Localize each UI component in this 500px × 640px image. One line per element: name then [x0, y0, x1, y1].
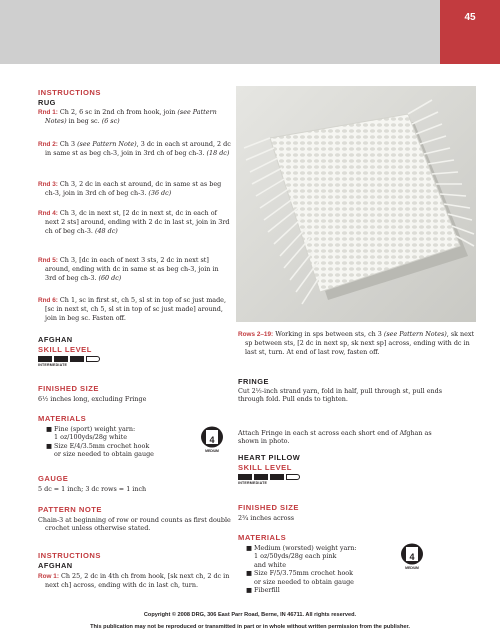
round-text: Ch 3, dc in next st, [2 dc in next st, dc in each of next 2 sts] around, ending with 2 dc in last st, join in 3rd ch of beg ch-3.	[45, 209, 230, 235]
afghan-skill-level	[38, 356, 102, 369]
bullet-icon: ■	[46, 425, 53, 433]
heart-finished-size-text: 2¾ inches across	[238, 514, 295, 522]
reproduction-notice: This publication may not be reproduced or transmitted in part or in whole without written permission from the publisher.	[90, 624, 410, 630]
yarn-weight-badge	[200, 426, 224, 454]
rug-round	[38, 140, 231, 158]
skill-bar-filled	[38, 356, 52, 362]
skill-bar-filled	[254, 474, 268, 480]
row-1-instruction	[38, 572, 235, 590]
yarn-weight-caption: MEDIUM	[205, 449, 219, 453]
yarn-weight-number: 4	[409, 552, 415, 562]
bullet-icon: ■	[246, 586, 253, 595]
heart-skill-heading: SKILL LEVEL	[238, 463, 292, 472]
row-1-label: Row 1:	[38, 573, 59, 580]
round-stitch-count: (6 sc)	[101, 117, 120, 126]
materials-item	[38, 442, 208, 459]
round-label: Rnd 1:	[38, 109, 58, 116]
round-text: in beg sc.	[66, 117, 102, 126]
fringe-text-1: Cut 2½-inch strand yarn, fold in half, pull through st, pull ends through fold. Pull ends to tighten.	[238, 387, 443, 404]
gauge-text: 5 dc = 1 inch; 3 dc rows = 1 inch	[38, 485, 147, 493]
copyright-line: Copyright © 2008 DRG, 306 East Parr Road, Berne, IN 46711. All rights reserved.	[143, 612, 357, 618]
round-note: (see Pattern Notes)	[45, 108, 217, 126]
afghan-skill-heading: SKILL LEVEL	[38, 345, 92, 354]
round-text: Ch 2, 6 sc in 2nd ch from hook, join	[57, 108, 178, 116]
instructions-heading-2: INSTRUCTIONS	[38, 551, 101, 560]
skill-level-label: INTERMEDIATE	[38, 363, 68, 367]
bullet-icon: ■	[246, 569, 253, 578]
bullet-icon: ■	[246, 544, 253, 552]
row-1-text: Ch 25, 2 dc in 4th ch from hook, [sk next ch, 2 dc in next ch] across, ending with dc in last ch, turn.	[45, 572, 230, 590]
materials-item-text: or size needed to obtain gauge	[254, 577, 354, 586]
round-stitch-count: (36 dc)	[148, 189, 172, 198]
skill-level-bars	[238, 474, 302, 480]
afghan-instructions-heading: AFGHAN	[38, 561, 73, 570]
heart-materials-list	[238, 544, 408, 594]
rows-2-19-instruction: Rows 2–19: Working in sps between sts, ch 3 (see Pattern Notes), sk next sp between sts, [2 dc in next sp, sk next sp] across, ending with dc in last st, turn. At end of last row, fasten off.	[238, 330, 475, 356]
pattern-note-heading: PATTERN NOTE	[38, 505, 102, 514]
materials-item-text: Size F/5/3.75mm crochet hook	[254, 569, 354, 578]
page-number: 45	[464, 12, 476, 23]
materials-item-text: or size needed to obtain gauge	[54, 450, 154, 459]
round-text: Ch 1, sc in first st, ch 5, sl st in top of sc just made, [sc in next st, ch 5, sl st in top of sc just made] around, join in beg sc. Fasten off.	[45, 296, 226, 322]
gauge-heading: GAUGE	[38, 474, 69, 483]
bullet-icon: ■	[46, 441, 53, 450]
round-text: Ch 3, [dc in each of next 3 sts, 2 dc in next st] around, ending with dc in same st as beg ch-3, join in 3rd of beg ch-3.	[45, 256, 219, 282]
round-label: Rnd 4:	[38, 210, 58, 217]
rug-round	[38, 296, 231, 322]
materials-item-text: Medium (worsted) weight yarn:	[254, 544, 357, 552]
yarn-weight-caption: MEDIUM	[405, 566, 419, 570]
rows-2-19-label: Rows 2–19:	[238, 331, 274, 338]
afghan-heading: AFGHAN	[38, 335, 73, 344]
yarn-weight-number: 4	[209, 435, 215, 445]
page-header-band	[0, 0, 500, 64]
yarn-weight-badge	[400, 543, 424, 571]
rug-photo-image	[236, 86, 476, 322]
crochet-rug-photo	[236, 86, 476, 322]
round-note: (see Pattern Note)	[77, 140, 137, 148]
round-label: Rnd 3:	[38, 181, 58, 188]
round-text: , 3 dc in each st around, 2 dc in same st as beg ch-3, join in 3rd ch of beg ch-3.	[45, 140, 231, 158]
skill-bar-filled	[54, 356, 68, 362]
skill-bar-empty	[286, 474, 300, 480]
materials-item-text: and white	[254, 560, 287, 569]
round-label: Rnd 5:	[38, 257, 58, 264]
materials-item	[238, 569, 408, 586]
fringe-heading: FRINGE	[238, 377, 269, 386]
rug-heading: RUG	[38, 98, 56, 107]
round-label: Rnd 2:	[38, 141, 58, 148]
materials-item	[238, 586, 408, 594]
skill-bar-filled	[70, 356, 84, 362]
finished-size-text: 6½ inches long, excluding Fringe	[38, 395, 147, 403]
materials-item	[38, 425, 208, 442]
page-number-tab	[440, 0, 500, 64]
rug-round	[38, 256, 231, 282]
heart-pillow-heading: HEART PILLOW	[238, 453, 301, 462]
materials-item-text: Size E/4/3.5mm crochet hook	[54, 441, 150, 450]
heart-materials-heading: MATERIALS	[238, 533, 287, 542]
materials-item	[238, 544, 408, 569]
materials-heading: MATERIALS	[38, 414, 87, 423]
skill-level-label: INTERMEDIATE	[238, 481, 268, 485]
pattern-note-text: Chain-3 at beginning of row or round counts as first double crochet unless otherwise stated.	[38, 516, 231, 533]
skill-level-bars	[38, 356, 102, 362]
skill-bar-filled	[270, 474, 284, 480]
round-stitch-count: (60 dc)	[98, 273, 122, 282]
rug-round	[38, 180, 231, 198]
finished-size-heading: FINISHED SIZE	[38, 384, 99, 393]
materials-item-text: 1 oz/100yds/28g white	[54, 433, 128, 442]
heart-finished-size-heading: FINISHED SIZE	[238, 503, 299, 512]
skill-bar-filled	[238, 474, 252, 480]
skill-bar-empty	[86, 356, 100, 362]
afghan-materials-list	[38, 425, 208, 459]
materials-item-text: Fiberfill	[254, 586, 280, 595]
round-stitch-count: (48 dc)	[94, 226, 118, 235]
materials-item-text: 1 oz/50yds/28g each pink	[254, 552, 337, 561]
materials-item-text: Fine (sport) weight yarn:	[54, 425, 136, 433]
round-text: Ch 3	[57, 140, 78, 148]
round-stitch-count: (18 dc)	[206, 149, 230, 158]
instructions-heading: INSTRUCTIONS	[38, 88, 101, 97]
fringe-text-2: Attach Fringe in each st across each short end of Afghan as shown in photo.	[238, 429, 432, 446]
heart-skill-level	[238, 474, 302, 487]
rug-round	[38, 209, 231, 235]
round-label: Rnd 6:	[38, 297, 58, 304]
rug-round	[38, 108, 231, 126]
round-text: Ch 3, 2 dc in each st around, dc in same st as beg ch-3, join in 3rd ch of beg ch-3.	[45, 180, 222, 198]
